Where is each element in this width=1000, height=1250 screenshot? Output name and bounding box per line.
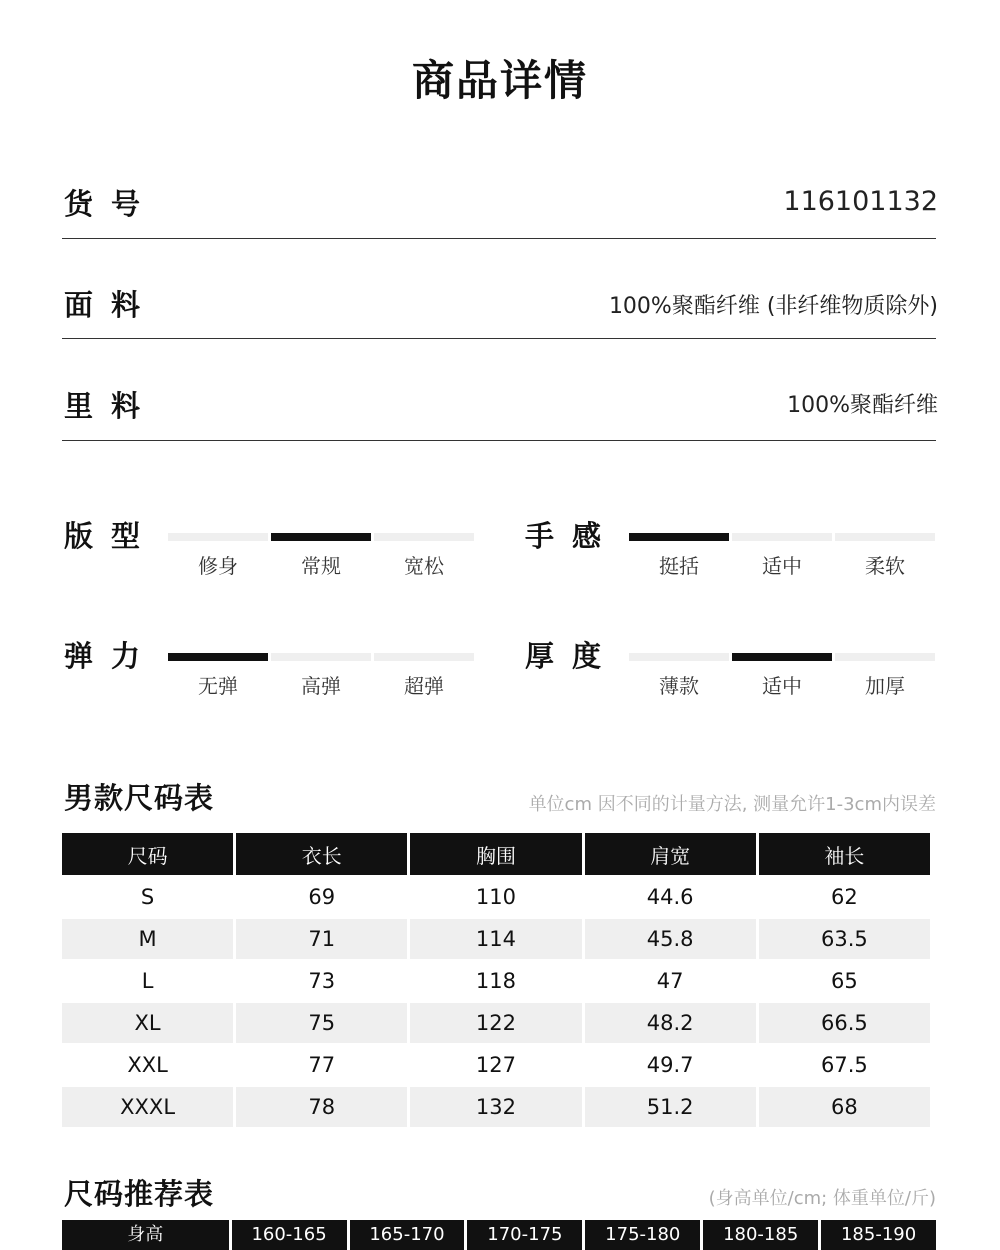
- attr-label: 手感: [525, 519, 620, 553]
- table-row: [62, 877, 930, 919]
- table-cell: 75: [236, 1003, 407, 1045]
- attr-option: 加厚: [865, 674, 905, 698]
- bar-segment: [374, 653, 474, 661]
- attr-stretch: [62, 634, 482, 704]
- table-cell: XL: [62, 1003, 233, 1045]
- recommend-table-header: [62, 1220, 936, 1250]
- page-title: 商品详情: [411, 56, 588, 105]
- bar-segment: [732, 533, 832, 541]
- table-header-row: [62, 833, 930, 877]
- attr-option: 无弹: [198, 674, 238, 698]
- attr-option: 柔软: [865, 554, 905, 578]
- column-header: 185-190: [821, 1220, 936, 1250]
- attr-label: 版型: [64, 519, 159, 553]
- bar-segment: [271, 653, 371, 661]
- table-cell: 118: [410, 961, 581, 1003]
- bar-segment: [271, 533, 371, 541]
- column-header: 160-165: [232, 1220, 347, 1250]
- table-row: [62, 1045, 930, 1087]
- table-row: [62, 1003, 930, 1045]
- size-chart-title: 男款尺码表: [64, 781, 215, 815]
- column-header: 袖长: [759, 833, 930, 877]
- info-value: 116101132: [783, 186, 938, 217]
- table-cell: S: [62, 877, 233, 919]
- info-label: 面料: [64, 288, 159, 322]
- table-row: [62, 919, 930, 961]
- attr-option: 高弹: [301, 674, 341, 698]
- table-cell: 47: [585, 961, 756, 1003]
- table-cell: 67.5: [759, 1045, 930, 1087]
- attr-option: 挺括: [659, 554, 699, 578]
- table-row: [62, 961, 930, 1003]
- table-cell: 71: [236, 919, 407, 961]
- column-header: 肩宽: [585, 833, 756, 877]
- table-cell: 66.5: [759, 1003, 930, 1045]
- size-table: [59, 833, 933, 1129]
- bar-segment: [732, 653, 832, 661]
- column-header: 身高: [62, 1220, 229, 1250]
- table-cell: XXL: [62, 1045, 233, 1087]
- column-header: 180-185: [703, 1220, 818, 1250]
- attr-option: 宽松: [404, 554, 444, 578]
- info-row-item-no: [62, 138, 936, 239]
- table-cell: 73: [236, 961, 407, 1003]
- table-cell: 63.5: [759, 919, 930, 961]
- thickness-level-bar: [629, 653, 935, 661]
- attr-option: 超弹: [404, 674, 444, 698]
- bar-segment: [374, 533, 474, 541]
- table-cell: 69: [236, 877, 407, 919]
- attr-option: 适中: [762, 554, 802, 578]
- table-cell: 68: [759, 1087, 930, 1129]
- table-cell: 51.2: [585, 1087, 756, 1129]
- bar-segment: [168, 533, 268, 541]
- table-cell: 122: [410, 1003, 581, 1045]
- attr-feel: [523, 514, 943, 584]
- attr-option: 修身: [198, 554, 238, 578]
- table-cell: 49.7: [585, 1045, 756, 1087]
- attr-option: 适中: [762, 674, 802, 698]
- table-cell: 77: [236, 1045, 407, 1087]
- attr-option: 常规: [301, 554, 341, 578]
- column-header: 175-180: [585, 1220, 700, 1250]
- table-cell: XXXL: [62, 1087, 233, 1129]
- column-header: 尺码: [62, 833, 233, 877]
- attr-label: 弹力: [64, 639, 159, 673]
- bar-segment: [835, 533, 935, 541]
- attr-label: 厚度: [525, 639, 620, 673]
- table-cell: M: [62, 919, 233, 961]
- info-row-lining: [62, 340, 936, 441]
- recommend-title: 尺码推荐表: [64, 1177, 215, 1211]
- info-label: 货号: [64, 187, 159, 221]
- info-label: 里料: [64, 389, 159, 423]
- bar-segment: [835, 653, 935, 661]
- fit-level-bar: [168, 533, 474, 541]
- attr-thickness: [523, 634, 943, 704]
- attr-fit: [62, 514, 482, 584]
- table-cell: 78: [236, 1087, 407, 1129]
- column-header: 衣长: [236, 833, 407, 877]
- bar-segment: [168, 653, 268, 661]
- info-value: 100%聚酯纤维 (非纤维物质除外): [608, 294, 938, 319]
- table-cell: L: [62, 961, 233, 1003]
- table-cell: 45.8: [585, 919, 756, 961]
- recommend-note: (身高单位/cm; 体重单位/斤): [708, 1188, 936, 1209]
- table-cell: 44.6: [585, 877, 756, 919]
- table-cell: 114: [410, 919, 581, 961]
- table-cell: 132: [410, 1087, 581, 1129]
- column-header: 170-175: [467, 1220, 582, 1250]
- column-header: 胸围: [410, 833, 581, 877]
- size-chart-note: 单位cm 因不同的计量方法, 测量允许1-3cm内误差: [528, 794, 936, 815]
- table-row: [62, 1087, 930, 1129]
- column-header: 165-170: [350, 1220, 465, 1250]
- attr-option: 薄款: [659, 674, 699, 698]
- table-cell: 62: [759, 877, 930, 919]
- stretch-level-bar: [168, 653, 474, 661]
- table-cell: 65: [759, 961, 930, 1003]
- table-cell: 127: [410, 1045, 581, 1087]
- table-cell: 48.2: [585, 1003, 756, 1045]
- bar-segment: [629, 653, 729, 661]
- table-cell: 110: [410, 877, 581, 919]
- info-value: 100%聚酯纤维: [787, 393, 938, 418]
- info-row-fabric: [62, 238, 936, 339]
- bar-segment: [629, 533, 729, 541]
- feel-level-bar: [629, 533, 935, 541]
